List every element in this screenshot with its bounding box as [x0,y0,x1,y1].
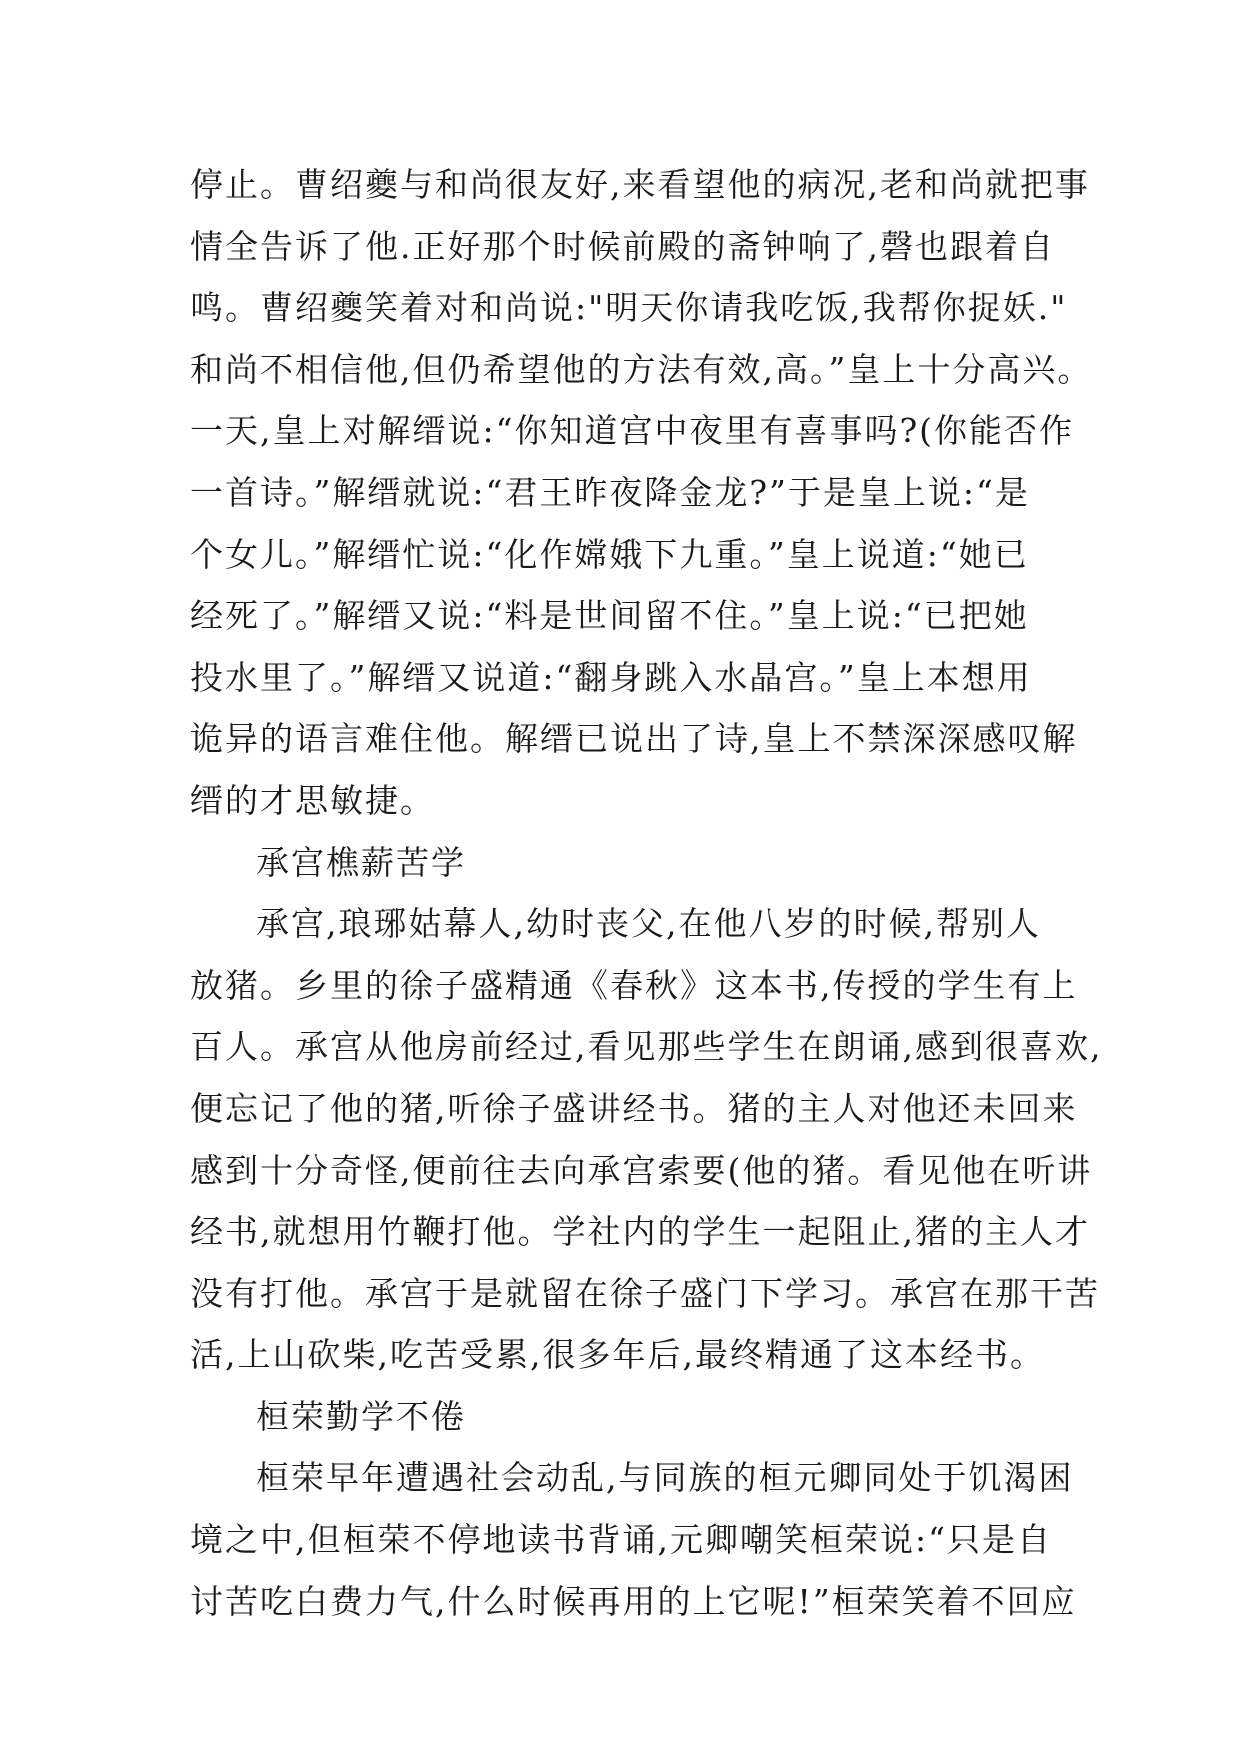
text-line: 诡异的语言难住他。解缙已说出了诗,皇上不禁深深感叹解 [190,719,1078,759]
text-line: 经书,就想用竹鞭打他。学社内的学生一起阻止,猪的主人才 [190,1212,1090,1252]
text-line: 投水里了。”解缙又说道:“翻身跳入水晶宫。”皇上本想用 [190,657,1032,697]
paragraph-first-line: 桓荣早年遭遇社会动乱,与同族的桓元卿同处于饥渴困 [256,1458,1074,1498]
text-line: 一首诗。”解缙就说:“君王昨夜降金龙?”于是皇上说:“是 [190,472,1030,512]
section-heading: 桓荣勤学不倦 [256,1396,466,1436]
text-line: 放猪。乡里的徐子盛精通《春秋》这本书,传授的学生有上 [190,965,1078,1005]
text-line: 活,上山砍柴,吃苦受累,很多年后,最终精通了这本经书。 [190,1335,1045,1375]
text-line: 没有打他。承宫于是就留在徐子盛门下学习。承宫在那干苦 [190,1273,1100,1313]
text-line: 停止。曹绍夔与和尚很友好,来看望他的病况,老和尚就把事 [190,165,1090,204]
text-line: 个女儿。”解缙忙说:“化作嫦娥下九重。”皇上说道:“她已 [190,534,1029,574]
text-line: 感到十分奇怪,便前往去向承宫索要(他的猪。看见他在听讲 [190,1150,1093,1190]
body-text [190,154,1103,1632]
text-line: 讨苦吃白费力气,什么时候再用的上它呢!”桓荣笑着不回应 [190,1581,1077,1621]
text-line: 便忘记了他的猪,听徐子盛讲经书。猪的主人对他还未回来 [190,1088,1078,1128]
paragraph-first-line: 承宫,琅琊姑幕人,幼时丧父,在他八岁的时候,帮别人 [256,904,1041,944]
text-line: 缙的才思敏捷。 [190,780,435,820]
text-line: 情全告诉了他.正好那个时候前殿的斋钟响了,磬也跟着自 [190,226,1055,266]
text-line: 百人。承宫从他房前经过,看见那些学生在朗诵,感到很喜欢, [190,1027,1103,1067]
text-line: 和尚不相信他,但仍希望他的方法有效,高。”皇上十分高兴。 [190,349,1093,389]
text-line: 鸣。曹绍夔笑着对和尚说:"明天你请我吃饭,我帮你捉妖." [190,288,1068,328]
text-line: 境之中,但桓荣不停地读书背诵,元卿嘲笑桓荣说:“只是自 [190,1520,1052,1560]
text-line: 经死了。”解缙又说:“料是世间留不住。”皇上说:“已把她 [190,596,1029,636]
text-line: 一天,皇上对解缙说:“你知道宫中夜里有喜事吗?(你能否作 [190,411,1075,451]
section-heading: 承宫樵薪苦学 [256,842,466,882]
